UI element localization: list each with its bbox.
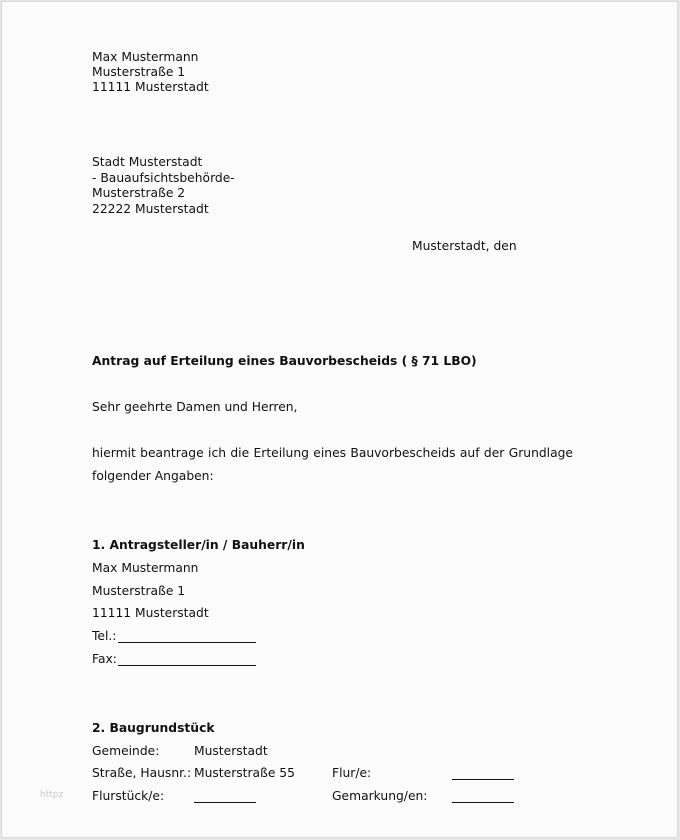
section-1-heading: 1. Antragsteller/in / Bauherr/in: [92, 538, 305, 552]
recipient-line-3: Musterstraße 2: [92, 186, 186, 200]
sender-city: 11111 Musterstadt: [92, 80, 209, 94]
fax-blank-line: [118, 665, 256, 666]
tel-blank-line: [118, 642, 256, 643]
sender-name: Max Mustermann: [92, 50, 199, 64]
strasse-label: Straße, Hausnr.:: [92, 766, 192, 780]
recipient-line-1: Stadt Musterstadt: [92, 155, 203, 169]
tel-label: Tel.:: [92, 629, 117, 643]
flurstueck-label: Flurstück/e:: [92, 789, 165, 803]
letter-page: [1, 1, 678, 838]
flur-blank-line: [452, 779, 514, 780]
date-line: Musterstadt, den: [412, 239, 517, 253]
gemarkung-label: Gemarkung/en:: [332, 789, 428, 803]
watermark: httpz: [40, 790, 64, 800]
applicant-city: 11111 Musterstadt: [92, 606, 209, 620]
section-2-heading: 2. Baugrundstück: [92, 721, 215, 735]
applicant-name: Max Mustermann: [92, 561, 199, 575]
recipient-line-2: - Bauaufsichtsbehörde-: [92, 171, 235, 185]
flur-label: Flur/e:: [332, 766, 372, 780]
gemeinde-label: Gemeinde:: [92, 744, 160, 758]
intro-line-1: hiermit beantrage ich die Erteilung eines Bauvorbescheids auf der Grundlage: [92, 446, 573, 460]
recipient-line-4: 22222 Musterstadt: [92, 202, 209, 216]
intro-line-2: folgender Angaben:: [92, 469, 214, 483]
applicant-street: Musterstraße 1: [92, 584, 186, 598]
strasse-value: Musterstraße 55: [194, 766, 295, 780]
sender-street: Musterstraße 1: [92, 65, 186, 79]
salutation: Sehr geehrte Damen und Herren,: [92, 400, 298, 414]
flurstueck-blank-line: [194, 802, 256, 803]
gemarkung-blank-line: [452, 802, 514, 803]
gemeinde-value: Musterstadt: [194, 744, 268, 758]
fax-label: Fax:: [92, 652, 117, 666]
subject-line: Antrag auf Erteilung eines Bauvorbescheids ( § 71 LBO): [92, 354, 477, 368]
